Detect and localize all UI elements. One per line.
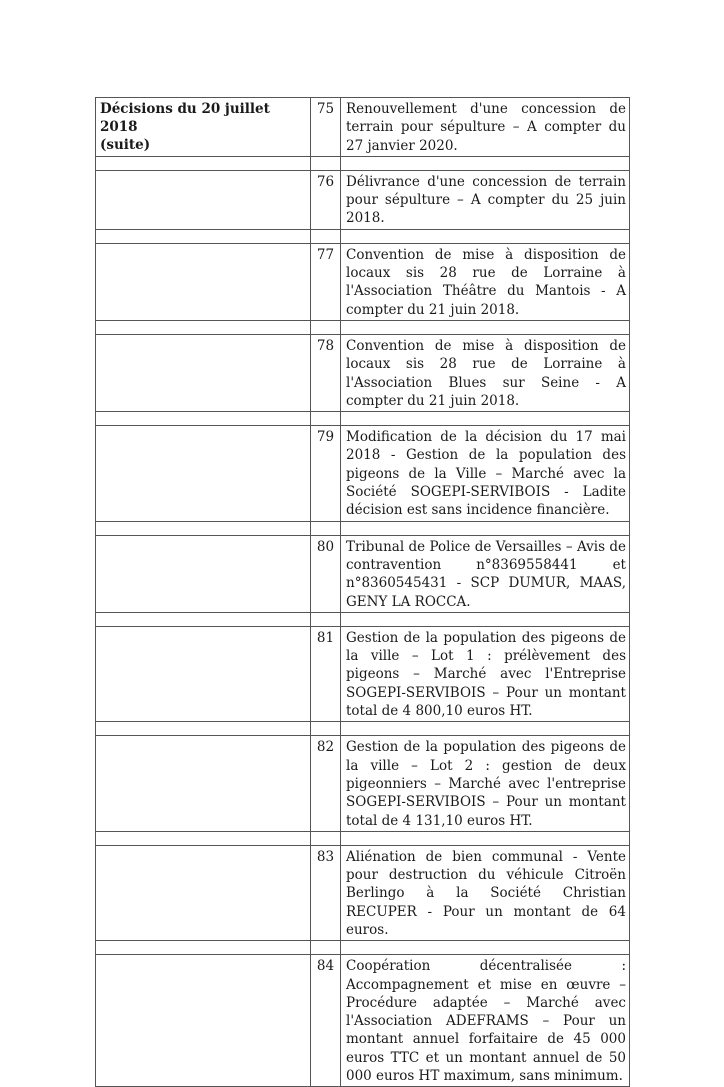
- decision-number: 77: [311, 243, 341, 320]
- decision-number: 75: [311, 98, 341, 157]
- decision-number: 76: [311, 170, 341, 229]
- decision-text: Délivrance d'une concession de terrain pour sépulture – A compter du 25 juin 2018.: [341, 170, 630, 229]
- decision-row: [96, 626, 630, 721]
- decision-text: Convention de mise à disposition de locaux sis 28 rue de Lorraine à l'Association Blues sur Seine - A compter du 21 juin 2018.: [341, 334, 630, 411]
- decision-number: 78: [311, 334, 341, 411]
- decision-text: Renouvellement d'une concession de terrain pour sépulture – A compter du 27 janvier 2020.: [341, 98, 630, 157]
- spacer-row: [96, 941, 630, 955]
- decision-row: [96, 845, 630, 940]
- section-heading-suite: (suite): [100, 137, 151, 153]
- decision-row: [96, 535, 630, 612]
- spacer-row: [96, 229, 630, 243]
- decision-row: [96, 955, 630, 1087]
- decision-number: 83: [311, 845, 341, 940]
- decision-number: 84: [311, 955, 341, 1087]
- decision-number: 82: [311, 736, 341, 831]
- spacer-row: [96, 412, 630, 426]
- spacer-row: [96, 612, 630, 626]
- empty-cell: [96, 955, 311, 1087]
- empty-cell: [96, 243, 311, 320]
- empty-cell: [96, 426, 311, 521]
- empty-cell: [96, 170, 311, 229]
- spacer-row: [96, 156, 630, 170]
- spacer-row: [96, 831, 630, 845]
- decision-text: Modification de la décision du 17 mai 2018 - Gestion de la population des pigeons de la Ville – Marché avec la Société SOGEPI-SERVIBOIS - Ladite décision est sans incidence financière.: [341, 426, 630, 521]
- section-heading: [96, 98, 311, 157]
- decision-row: [96, 243, 630, 320]
- empty-cell: [96, 535, 311, 612]
- empty-cell: [96, 626, 311, 721]
- decision-number: 79: [311, 426, 341, 521]
- decision-row: [96, 98, 630, 157]
- decision-row: [96, 426, 630, 521]
- decision-text: Coopération décentralisée : Accompagnement et mise en œuvre – Procédure adaptée – Marché avec l'Association ADEFRAMS – Pour un montant annuel forfaitaire de 45 000 euros TTC et un montant annuel de 50 000 euros HT maximum, sans minimum.: [341, 955, 630, 1087]
- decision-text: Gestion de la population des pigeons de la ville – Lot 2 : gestion de deux pigeonniers – Marché avec l'entreprise SOGEPI-SERVIBOIS – Pour un montant total de 4 131,10 euros HT.: [341, 736, 630, 831]
- spacer-row: [96, 722, 630, 736]
- decision-number: 81: [311, 626, 341, 721]
- decision-row: [96, 334, 630, 411]
- empty-cell: [96, 334, 311, 411]
- decision-text: Tribunal de Police de Versailles – Avis de contravention n°8369558441 et n°8360545431 - SCP DUMUR, MAAS, GENY LA ROCCA.: [341, 535, 630, 612]
- decision-text: Gestion de la population des pigeons de la ville – Lot 1 : prélèvement des pigeons – Marché avec l'Entreprise SOGEPI-SERVIBOIS – Pour un montant total de 4 800,10 euros HT.: [341, 626, 630, 721]
- decision-text: Convention de mise à disposition de locaux sis 28 rue de Lorraine à l'Association Théâtre du Mantois - A compter du 21 juin 2018.: [341, 243, 630, 320]
- decisions-table: [95, 97, 630, 1087]
- spacer-row: [96, 521, 630, 535]
- decision-row: [96, 736, 630, 831]
- decision-row: [96, 170, 630, 229]
- decision-number: 80: [311, 535, 341, 612]
- empty-cell: [96, 736, 311, 831]
- section-heading-date: Décisions du 20 juillet 2018: [100, 101, 270, 135]
- empty-cell: [96, 845, 311, 940]
- spacer-row: [96, 320, 630, 334]
- decision-text: Aliénation de bien communal - Vente pour destruction du véhicule Citroën Berlingo à la Société Christian RECUPER - Pour un montant de 64 euros.: [341, 845, 630, 940]
